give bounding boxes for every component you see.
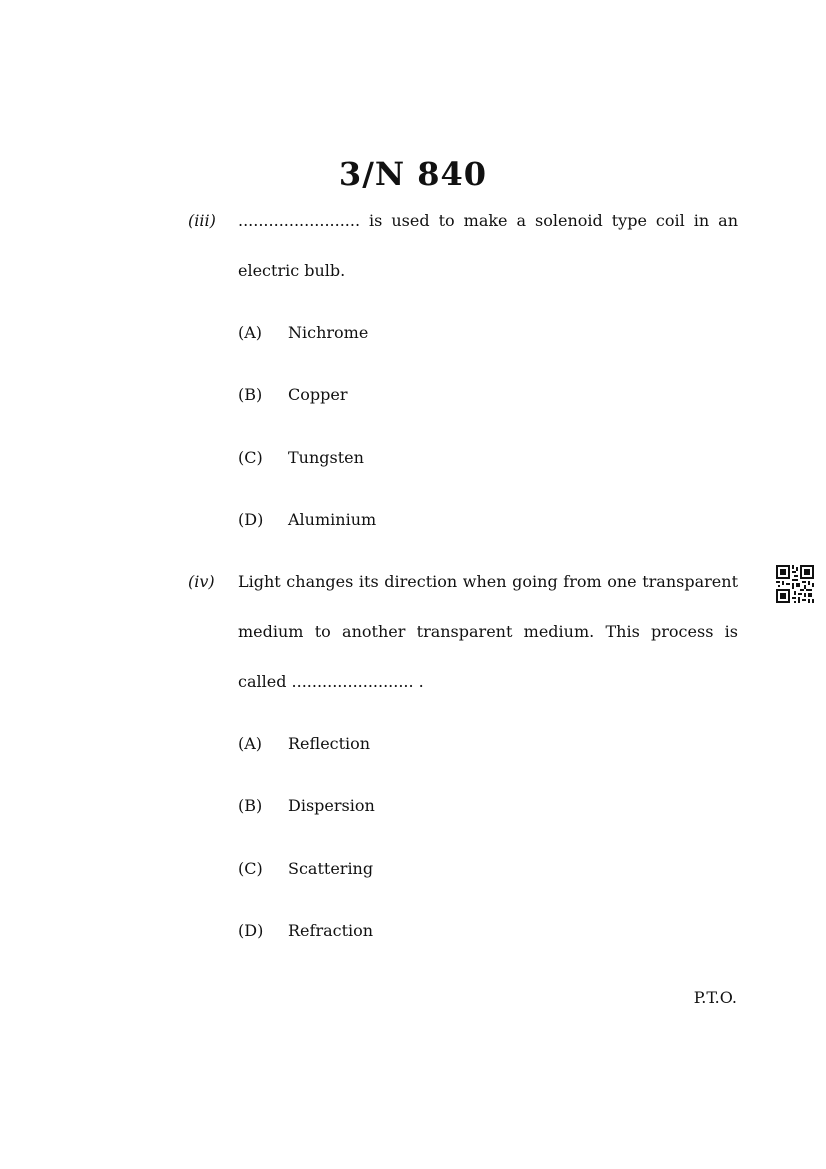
- pto-label: P.T.O.: [693, 988, 737, 1007]
- question-iii-line-2: electric bulb.: [238, 261, 346, 280]
- question-iv-option-a-letter: (A): [238, 734, 263, 753]
- question-iii-option-b-letter: (B): [238, 385, 263, 404]
- question-iii-option-d-text: Aluminium: [288, 510, 377, 529]
- question-iv-option-c-text: Scattering: [288, 859, 374, 878]
- question-iv-option-b-text: Dispersion: [288, 796, 375, 815]
- question-number-iii: (iii): [188, 211, 216, 230]
- question-iii-option-c-text: Tungsten: [288, 448, 364, 467]
- question-iv-option-d-letter: (D): [238, 921, 264, 940]
- question-iv-option-b-letter: (B): [238, 796, 263, 815]
- question-iii-option-a-text: Nichrome: [288, 323, 369, 342]
- question-iv-line-2: medium to another transparent medium. This process is: [238, 622, 738, 641]
- question-iii-option-a-letter: (A): [238, 323, 263, 342]
- question-iii-option-d-letter: (D): [238, 510, 264, 529]
- question-iii-line-1: ........................ is used to make a solenoid type coil in an: [238, 211, 738, 230]
- question-number-iv: (iv): [188, 572, 215, 591]
- qr-code-icon: [776, 565, 814, 603]
- question-iv-line-1: Light changes its direction when going from one transparent: [238, 572, 738, 591]
- question-iv-option-a-text: Reflection: [288, 734, 371, 753]
- page-code: 3/N 840: [338, 155, 488, 193]
- question-iv-option-d-text: Refraction: [288, 921, 374, 940]
- question-iv-option-c-letter: (C): [238, 859, 263, 878]
- question-iii-option-c-letter: (C): [238, 448, 263, 467]
- question-iii-option-b-text: Copper: [288, 385, 348, 404]
- question-iv-line-3: called ........................ .: [238, 672, 424, 691]
